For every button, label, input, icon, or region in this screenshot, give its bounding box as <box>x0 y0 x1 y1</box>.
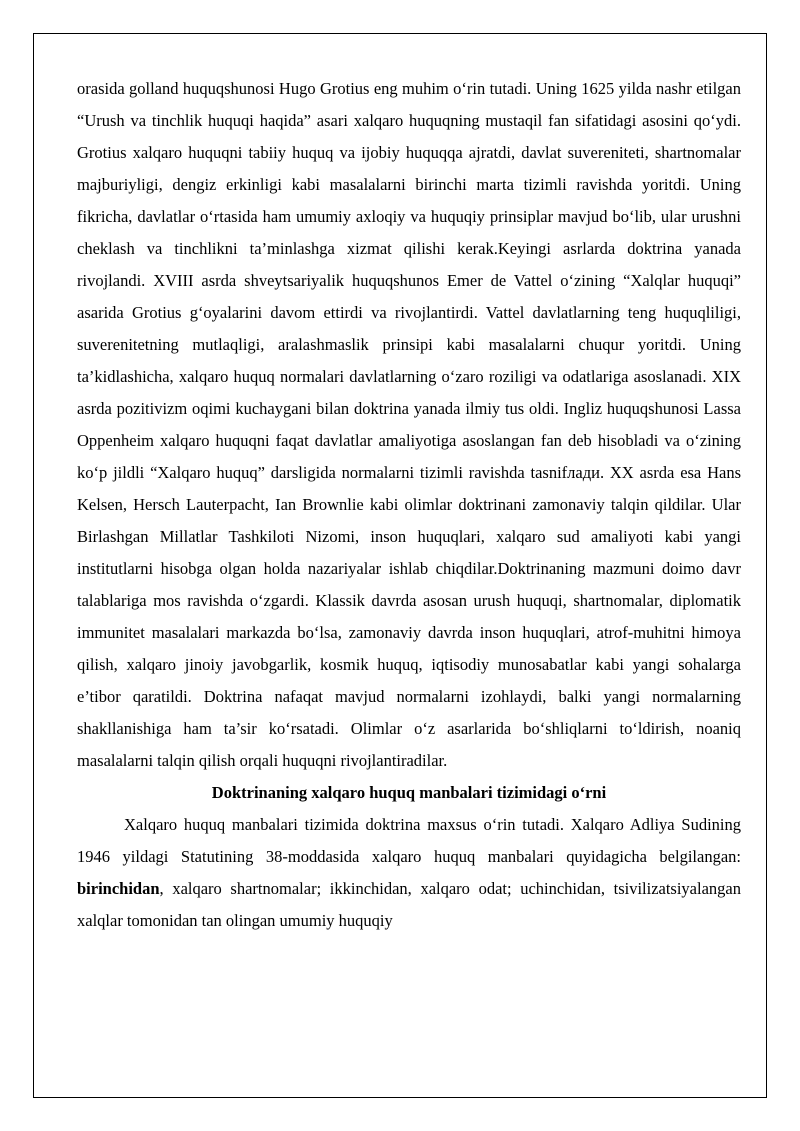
paragraph-sources-text-start: Xalqaro huquq manbalari tizimida doktrina maxsus o‘rin tutadi. Xalqaro Adliya Sudining 1946 yildagi Statutining 38-moddasida xalqaro huquq manbalari quyidagicha belgilangan: <box>77 815 741 866</box>
section-heading: Doktrinaning xalqaro huquq manbalari tizimidagi o‘rni <box>211 783 607 802</box>
paragraph-doctrine-history: orasida golland huquqshunosi Hugo Grotius eng muhim o‘rin tutadi. Uning 1625 yilda nashr etilgan “Urush va tinchlik huquqi haqida” asari xalqaro huquqning mustaqil fan sifatidagi asosini qo‘ydi. Grotius xalqaro huquqni tabiiy huquq va ijobiy huquqqa ajratdi, davlat suvereniteti, shartnomalar majburiyligi, dengiz erkinligi kabi masalalarni birinchi marta tizimli ravishda yoritdi. Uning fikricha, davlatlar o‘rtasida ham umumiy axloqiy va huquqiy prinsiplar mavjud bo‘lib, ular urushni cheklash va tinchlikni ta’minlashga xizmat qilishi kerak.Keyingi asrlarda doktrina yanada rivojlandi. XVIII asrda shveytsariyalik huquqshunos Emer de Vattel o‘zining “Xalqlar huquqi” asarida Grotius g‘oyalarini davom ettirdi va rivojlantirdi. Vattel davlatlarning teng huquqliligi, suverenitetning mutlaqligi, aralashmaslik prinsipi kabi masalalarni chuqur yoritdi. Uning ta’kidlashicha, xalqaro huquq normalari davlatlarning o‘zaro roziligi va odatlariga asoslanadi. XIX asrda pozitivizm oqimi kuchaygani bilan doktrina yanada ilmiy tus oldi. Ingliz huquqshunosi Lassa Oppenheim xalqaro huquqni faqat davlatlar amaliyotiga asoslangan fan deb hisobladi va o‘zining ko‘p jildli “Xalqaro huquq” darsligida normalarni tizimli ravishda tasnifлади. XX asrda esa Hans Kelsen, Hersch Lauterpacht, Ian Brownlie kabi olimlar doktrinani zamonaviy talqin qildilar. Ular Birlashgan Millatlar Tashkiloti Nizomi, inson huquqlari, xalqaro sud amaliyoti kabi yangi institutlarni hisobga olgan holda nazariyalar ishlab chiqdilar.Doktrinaning mazmuni doimo davr talablariga mos ravishda o‘zgardi. Klassik davrda asosan urush huquqi, shartnomalar, diplomatik immunitet masalalari markazda bo‘lsa, zamonaviy davrda inson huquqlari, atrof-muhitni himoya qilish, xalqaro jinoiy javobgarlik, kosmik huquq, iqtisodiy munosabatlar kabi yangi sohalarga e’tibor qaratildi. Doktrina nafaqat mavjud normalarni izohlaydi, balki yangi normalarning shakllanishiga ham ta’sir ko‘rsatadi. Olimlar o‘z asarlarida bo‘shliqlarni to‘ldirish, noaniq masalalarni talqin qilish orqali huquqni rivojlantiradilar. <box>77 79 741 770</box>
bold-term-birinchidan: birinchidan <box>77 879 160 898</box>
document-body <box>77 73 741 937</box>
paragraph-sources-system <box>77 809 741 937</box>
paragraph-sources-text-end: , xalqaro shartnomalar; ikkinchidan, xalqaro odat; uchinchidan, tsivilizatsiyalangan xalqlar tomonidan tan olingan umumiy huquqiy <box>77 879 741 930</box>
